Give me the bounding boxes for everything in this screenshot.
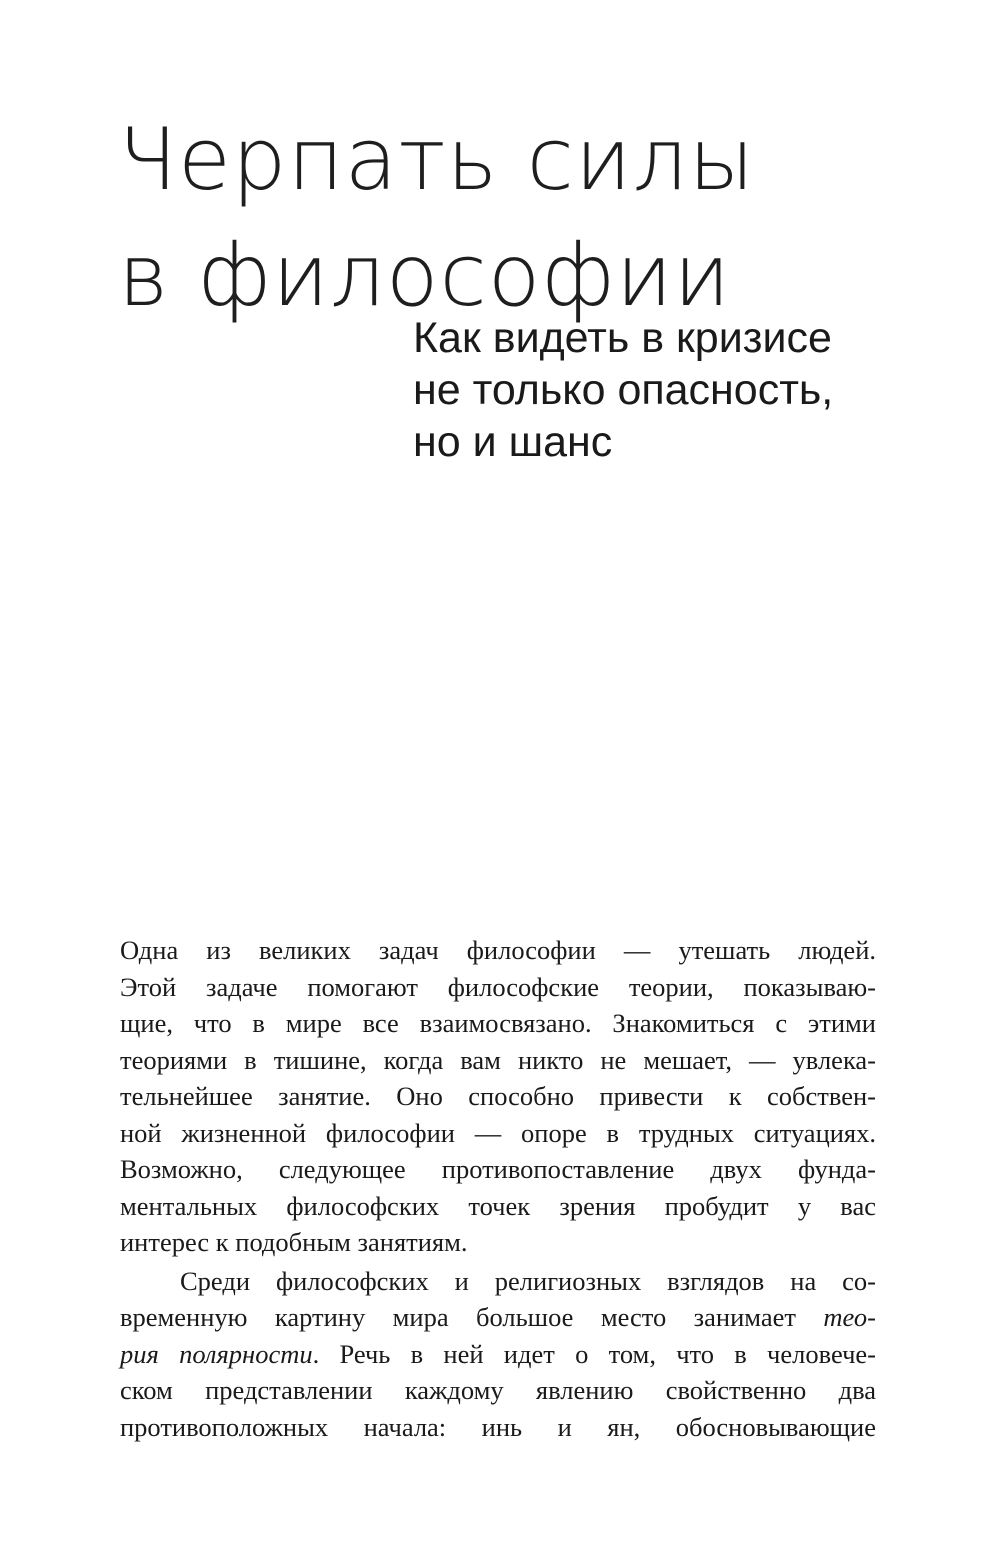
emphasis-term: рия полярности [120, 1338, 313, 1369]
emphasis-term: тео- [823, 1302, 876, 1332]
chapter-title-line-2: в философии [118, 226, 732, 326]
chapter-subtitle [413, 312, 973, 468]
text-line: тельнейшее занятие. Оно способно привести к собствен- [120, 1081, 876, 1111]
text-run: временную картину мира большое место занимает [120, 1302, 824, 1332]
chapter-subtitle-line-2: не только опасность, [413, 366, 834, 414]
text-line: ском представлении каждому явлению свойственно два [120, 1375, 876, 1405]
chapter-title-line-1: Черпать силы [118, 110, 756, 210]
body-text [120, 932, 876, 1445]
text-run: . Речь в ней идет о том, что в человече- [312, 1338, 876, 1369]
text-line: противоположных начала: инь и ян, обосновывающие [120, 1411, 876, 1442]
text-line: ной жизненной философии — опоре в трудных ситуациях. [120, 1117, 876, 1148]
text-line: Одна из великих задач философии — утешать людей. [120, 935, 876, 965]
text-line: ментальных философских точек зрения пробудит у вас [120, 1190, 876, 1221]
text-line: интерес к подобным занятиям. [120, 1227, 468, 1257]
text-line: теориями в тишине, когда вам никто не мешает, — увлека- [120, 1044, 876, 1075]
chapter-title [118, 102, 938, 334]
text-line: Возможно, следующее противопоставление двух фунда- [120, 1154, 876, 1184]
chapter-subtitle-line-1: Как видеть в кризисе [413, 314, 832, 362]
text-line: Этой задаче помогают философские теории, показываю- [120, 971, 876, 1002]
text-line [120, 1336, 876, 1373]
paragraph-2 [120, 1263, 876, 1446]
chapter-subtitle-line-3: но и шанс [413, 418, 613, 466]
text-line: Среди философских и религиозных взглядов на со- [180, 1265, 876, 1296]
paragraph-1 [120, 932, 876, 1261]
text-line [120, 1299, 876, 1336]
text-line: щие, что в мире все взаимосвязано. Знакомиться с этими [120, 1008, 876, 1038]
